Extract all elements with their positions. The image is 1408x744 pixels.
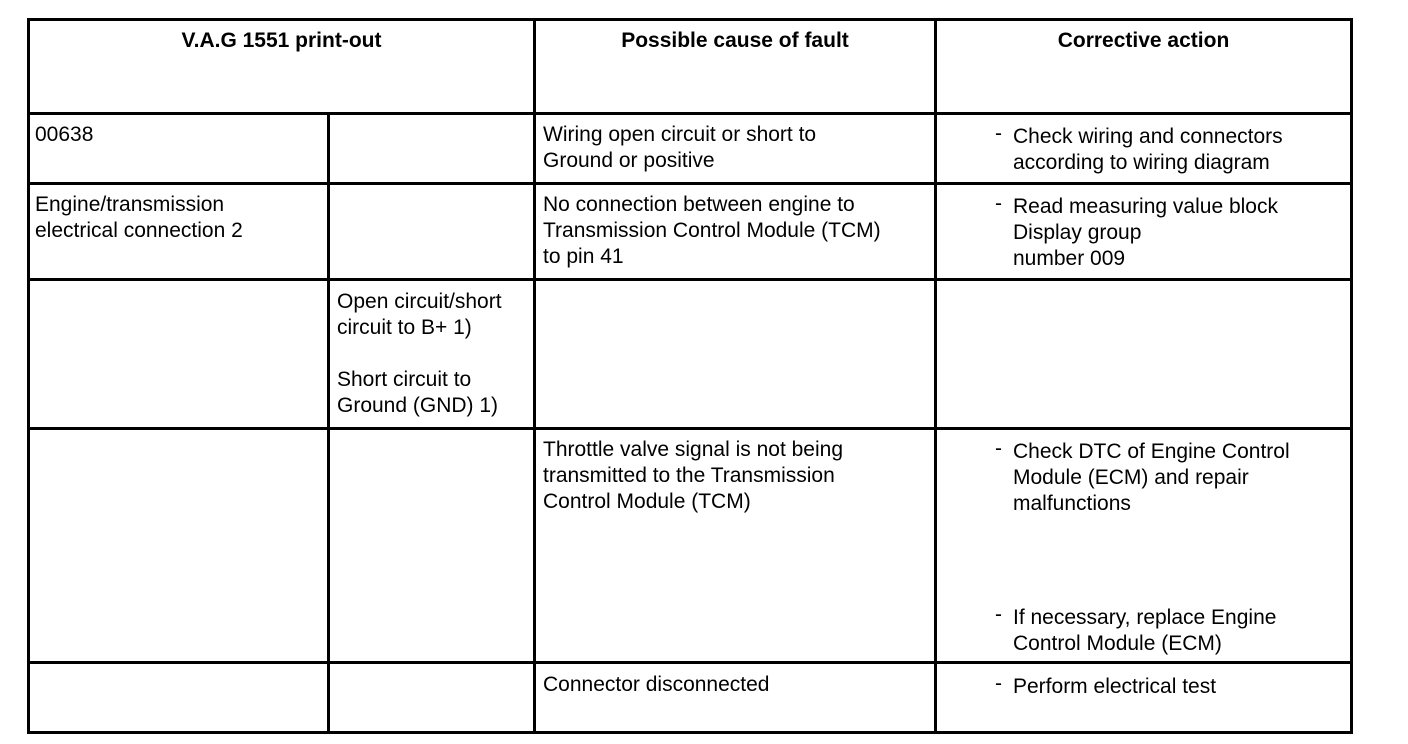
subtype-line: circuit to B+ 1) bbox=[337, 316, 472, 339]
cause-line: Ground or positive bbox=[543, 149, 715, 172]
subtype-line: Ground (GND) 1) bbox=[337, 394, 499, 417]
subtype-line: Short circuit to bbox=[337, 368, 472, 391]
cause-line: Control Module (TCM) bbox=[543, 490, 751, 513]
description-line: Engine/transmission bbox=[35, 193, 225, 216]
cause-line: Throttle valve signal is not being bbox=[543, 438, 843, 461]
bullet-dash: - bbox=[995, 603, 1002, 626]
cause-cell bbox=[543, 437, 843, 515]
header-cause: Possible cause of fault bbox=[621, 29, 849, 52]
bullet-dash: - bbox=[995, 122, 1002, 145]
action-line: malfunctions bbox=[1013, 492, 1131, 515]
cause-line: Connector disconnected bbox=[543, 673, 770, 696]
cause-cell bbox=[543, 192, 881, 270]
action-line: number 009 bbox=[1013, 247, 1126, 270]
col-divider bbox=[934, 18, 937, 734]
cause-line: transmitted to the Transmission bbox=[543, 464, 835, 487]
action-line: Check DTC of Engine Control bbox=[1013, 440, 1290, 463]
bullet-dash: - bbox=[995, 192, 1002, 215]
action-line: Module (ECM) and repair bbox=[1013, 466, 1249, 489]
cause-line: Wiring open circuit or short to bbox=[543, 123, 817, 146]
action-line: Check wiring and connectors bbox=[1013, 125, 1283, 148]
action-line: according to wiring diagram bbox=[1013, 151, 1270, 174]
header-printout: V.A.G 1551 print-out bbox=[181, 29, 382, 52]
col-divider bbox=[327, 112, 330, 734]
row-divider bbox=[27, 427, 1353, 430]
row-divider bbox=[27, 112, 1353, 115]
cause-line: to pin 41 bbox=[543, 245, 624, 268]
action-line: Control Module (ECM) bbox=[1013, 632, 1222, 655]
row-divider bbox=[27, 182, 1353, 185]
fault-description bbox=[35, 192, 243, 244]
bullet-dash: - bbox=[995, 437, 1002, 460]
row-divider bbox=[27, 278, 1353, 281]
action-line: If necessary, replace Engine bbox=[1013, 606, 1277, 629]
cause-line: Transmission Control Module (TCM) bbox=[543, 219, 881, 242]
cause-cell bbox=[543, 122, 816, 174]
col-divider bbox=[533, 18, 536, 734]
action-line: Display group bbox=[1013, 221, 1142, 244]
fault-subtype-cell bbox=[337, 289, 502, 419]
col-divider bbox=[27, 18, 30, 734]
description-line: electrical connection 2 bbox=[35, 219, 243, 242]
action-line: Perform electrical test bbox=[1013, 675, 1217, 698]
fault-code: 00638 bbox=[35, 123, 94, 146]
subtype-line: Open circuit/short bbox=[337, 290, 502, 313]
cause-cell bbox=[543, 672, 769, 698]
row-divider bbox=[27, 661, 1353, 664]
cause-line: No connection between engine to bbox=[543, 193, 855, 216]
action-line: Read measuring value block bbox=[1013, 195, 1278, 218]
row-divider bbox=[27, 731, 1353, 734]
header-action: Corrective action bbox=[1057, 29, 1230, 52]
col-divider bbox=[1350, 18, 1353, 734]
bullet-dash: - bbox=[995, 672, 1002, 695]
row-divider bbox=[27, 18, 1353, 21]
